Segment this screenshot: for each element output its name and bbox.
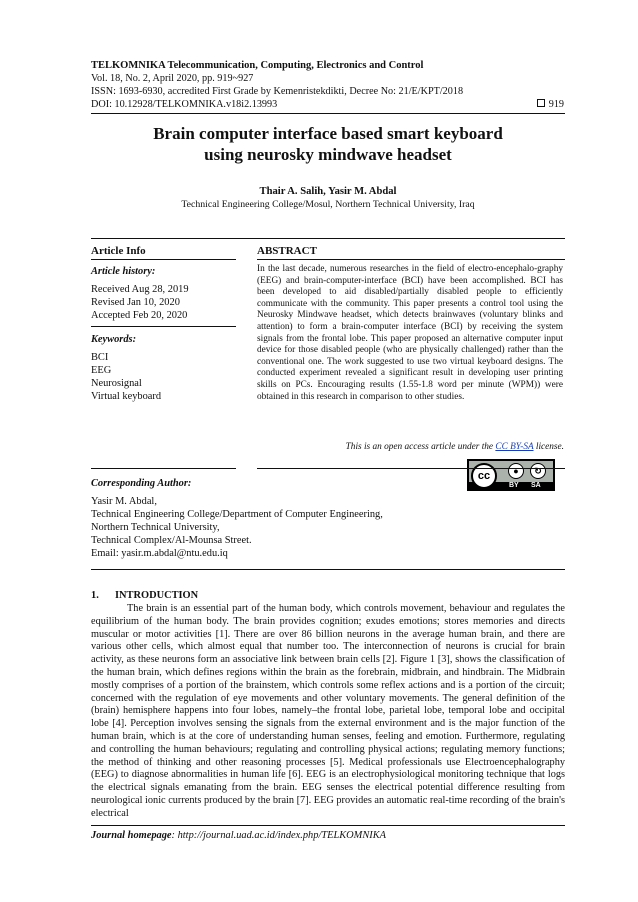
license-prefix: This is an open access article under the: [345, 442, 496, 452]
cc-by-sa-badge[interactable]: [467, 459, 555, 491]
authors: Thair A. Salih, Yasir M. Abdal: [259, 186, 397, 197]
cc-icon: cc: [471, 463, 497, 489]
corresponding-email: Email: yasir.m.abdal@ntu.edu.iq: [91, 548, 228, 559]
introduction-text: The brain is an essential part of the human body, which controls movement, behaviour and regulates the equilibrium of the human body. The brain provides cognition; exudes emotions; stores memories and directs muscular or motor activities [1]. There are over 86 billion neurons in the average human brain, and there are various other cells, which almost equal that number too. The interconnection of neurons is crucial for brain activity, as these neurons form an associative link between brain cells [2]. Figure 1 [3], shows the classification of the human brain, which defines regions within the brain as the forebrain, midbrain, and hindbrain. The Midbrain mostly comprises of a portion of the brainstem, which controls some reflex actions and is a portion of the circuit; concerned with the regulation of eye movements and other voluntary movements. The general definition of the (brain) hemisphere happens into four lobes, namely–the frontal lobe, parietal lobe, temporal lobe and occipital lobe [4]. Perception involves sensing the signals from the external environment and is the major function of the human brain, which is at the core of understanding human senses, feeling and emotion. Furthermore, regulating and controlling the human behaviours; regulating and controlling physical actions; regulating memory functions; the method of thinking and other reasoning processes [5]. Medical professionals use Electroencephalography (EEG) to diagnose abnormalities in human life [6]. EEG is an electrophysiological monitoring technique that logs the electrical signals emanating from the brain. EEG senses the electrical potential difference resulting from neurological ionic currents produced by the brain [7]. EEG provides an automatic real-time recording of the brain's electrical: [91, 603, 565, 819]
journal-issn: ISSN: 1693-6930, accredited First Grade by Kemenristekdikti, Decree No: 21/E/KPT/2018: [91, 86, 464, 97]
corresponding-line: Technical Complex/Al-Mounsa Street.: [91, 535, 252, 546]
homepage-url[interactable]: : http://journal.uad.ac.id/index.php/TELKOMNIKA: [171, 830, 386, 841]
section-title: INTRODUCTION: [115, 590, 199, 601]
share-alike-icon: ↻: [530, 463, 546, 479]
keywords-label: Keywords:: [91, 334, 137, 345]
footer-divider: [91, 825, 565, 826]
page-number: [537, 99, 564, 110]
license-link[interactable]: CC BY-SA: [495, 442, 534, 452]
section-number: 1.: [91, 590, 99, 601]
license-statement: [346, 442, 564, 452]
abstract-heading: ABSTRACT: [257, 245, 317, 257]
received-date: Received Aug 28, 2019: [91, 284, 189, 295]
person-icon: ●: [508, 463, 524, 479]
keyword-item: Virtual keyboard: [91, 391, 162, 402]
corresponding-line: Northern Technical University,: [91, 522, 220, 533]
corresponding-author-label: Corresponding Author:: [91, 478, 192, 489]
sa-label: SA: [531, 482, 541, 489]
abstract-col-divider: [257, 259, 565, 260]
section-heading: [91, 590, 198, 601]
corresponding-info-divider: [91, 468, 236, 469]
keyword-item: BCI: [91, 352, 109, 363]
keyword-item: EEG: [91, 365, 112, 376]
corresponding-bottom-divider: [91, 569, 565, 570]
accepted-date: Accepted Feb 20, 2020: [91, 310, 188, 321]
article-info-heading: Article Info: [91, 245, 146, 257]
square-bullet-icon: [537, 99, 545, 107]
info-col-divider: [91, 259, 236, 260]
corresponding-line: Yasir M. Abdal,: [91, 496, 157, 507]
journal-volume: Vol. 18, No. 2, April 2020, pp. 919~927: [91, 73, 254, 84]
page-number-text: 919: [548, 99, 564, 110]
info-top-divider: [91, 238, 565, 239]
history-divider: [91, 326, 236, 327]
paper-title: [91, 123, 565, 165]
corresponding-line: Technical Engineering College/Department of Computer Engineering,: [91, 509, 383, 520]
license-suffix: license.: [533, 442, 564, 452]
keyword-item: Neurosignal: [91, 378, 142, 389]
by-label: BY: [509, 482, 519, 489]
corresponding-abstract-divider: [257, 468, 565, 469]
article-history-label: Article history:: [91, 266, 156, 277]
journal-homepage: [91, 830, 386, 841]
title-line-2: using neurosky mindwave headset: [204, 145, 452, 164]
abstract-text: In the last decade, numerous researches in the field of electro-encephalo-graphy (EEG) and brain-computer-interface (BCI) have been accomplished. BCI has been developed to aid disabled/partially disabled people to efficiently communicate with the community. This paper presents a control tool using the Neurosky Mindwave headset, which detects brainwaves (voluntary blinks and attention) to form a brain-computer interface (BCI) by receiving the system signals from the frontal lobe. This paper proposed an alternative computer input device for those disabled people (who are physically challenged) rather than the conventional one. The work suggested to use two virtual keyboard designs. The conducted experiment revealed a significant result in developing user printing skills on PCs. Encouraging results (1.55-1.8 word per minute (WPM)) were obtained in this research in comparison to other studies.: [257, 264, 563, 402]
journal-doi: DOI: 10.12928/TELKOMNIKA.v18i2.13993: [91, 99, 278, 110]
affiliation: Technical Engineering College/Mosul, Northern Technical University, Iraq: [181, 199, 475, 210]
homepage-label: Journal homepage: [91, 830, 172, 841]
header-divider: [91, 113, 565, 114]
journal-name: TELKOMNIKA Telecommunication, Computing, Electronics and Control: [91, 60, 424, 71]
revised-date: Revised Jan 10, 2020: [91, 297, 180, 308]
title-line-1: Brain computer interface based smart keyboard: [153, 124, 503, 143]
